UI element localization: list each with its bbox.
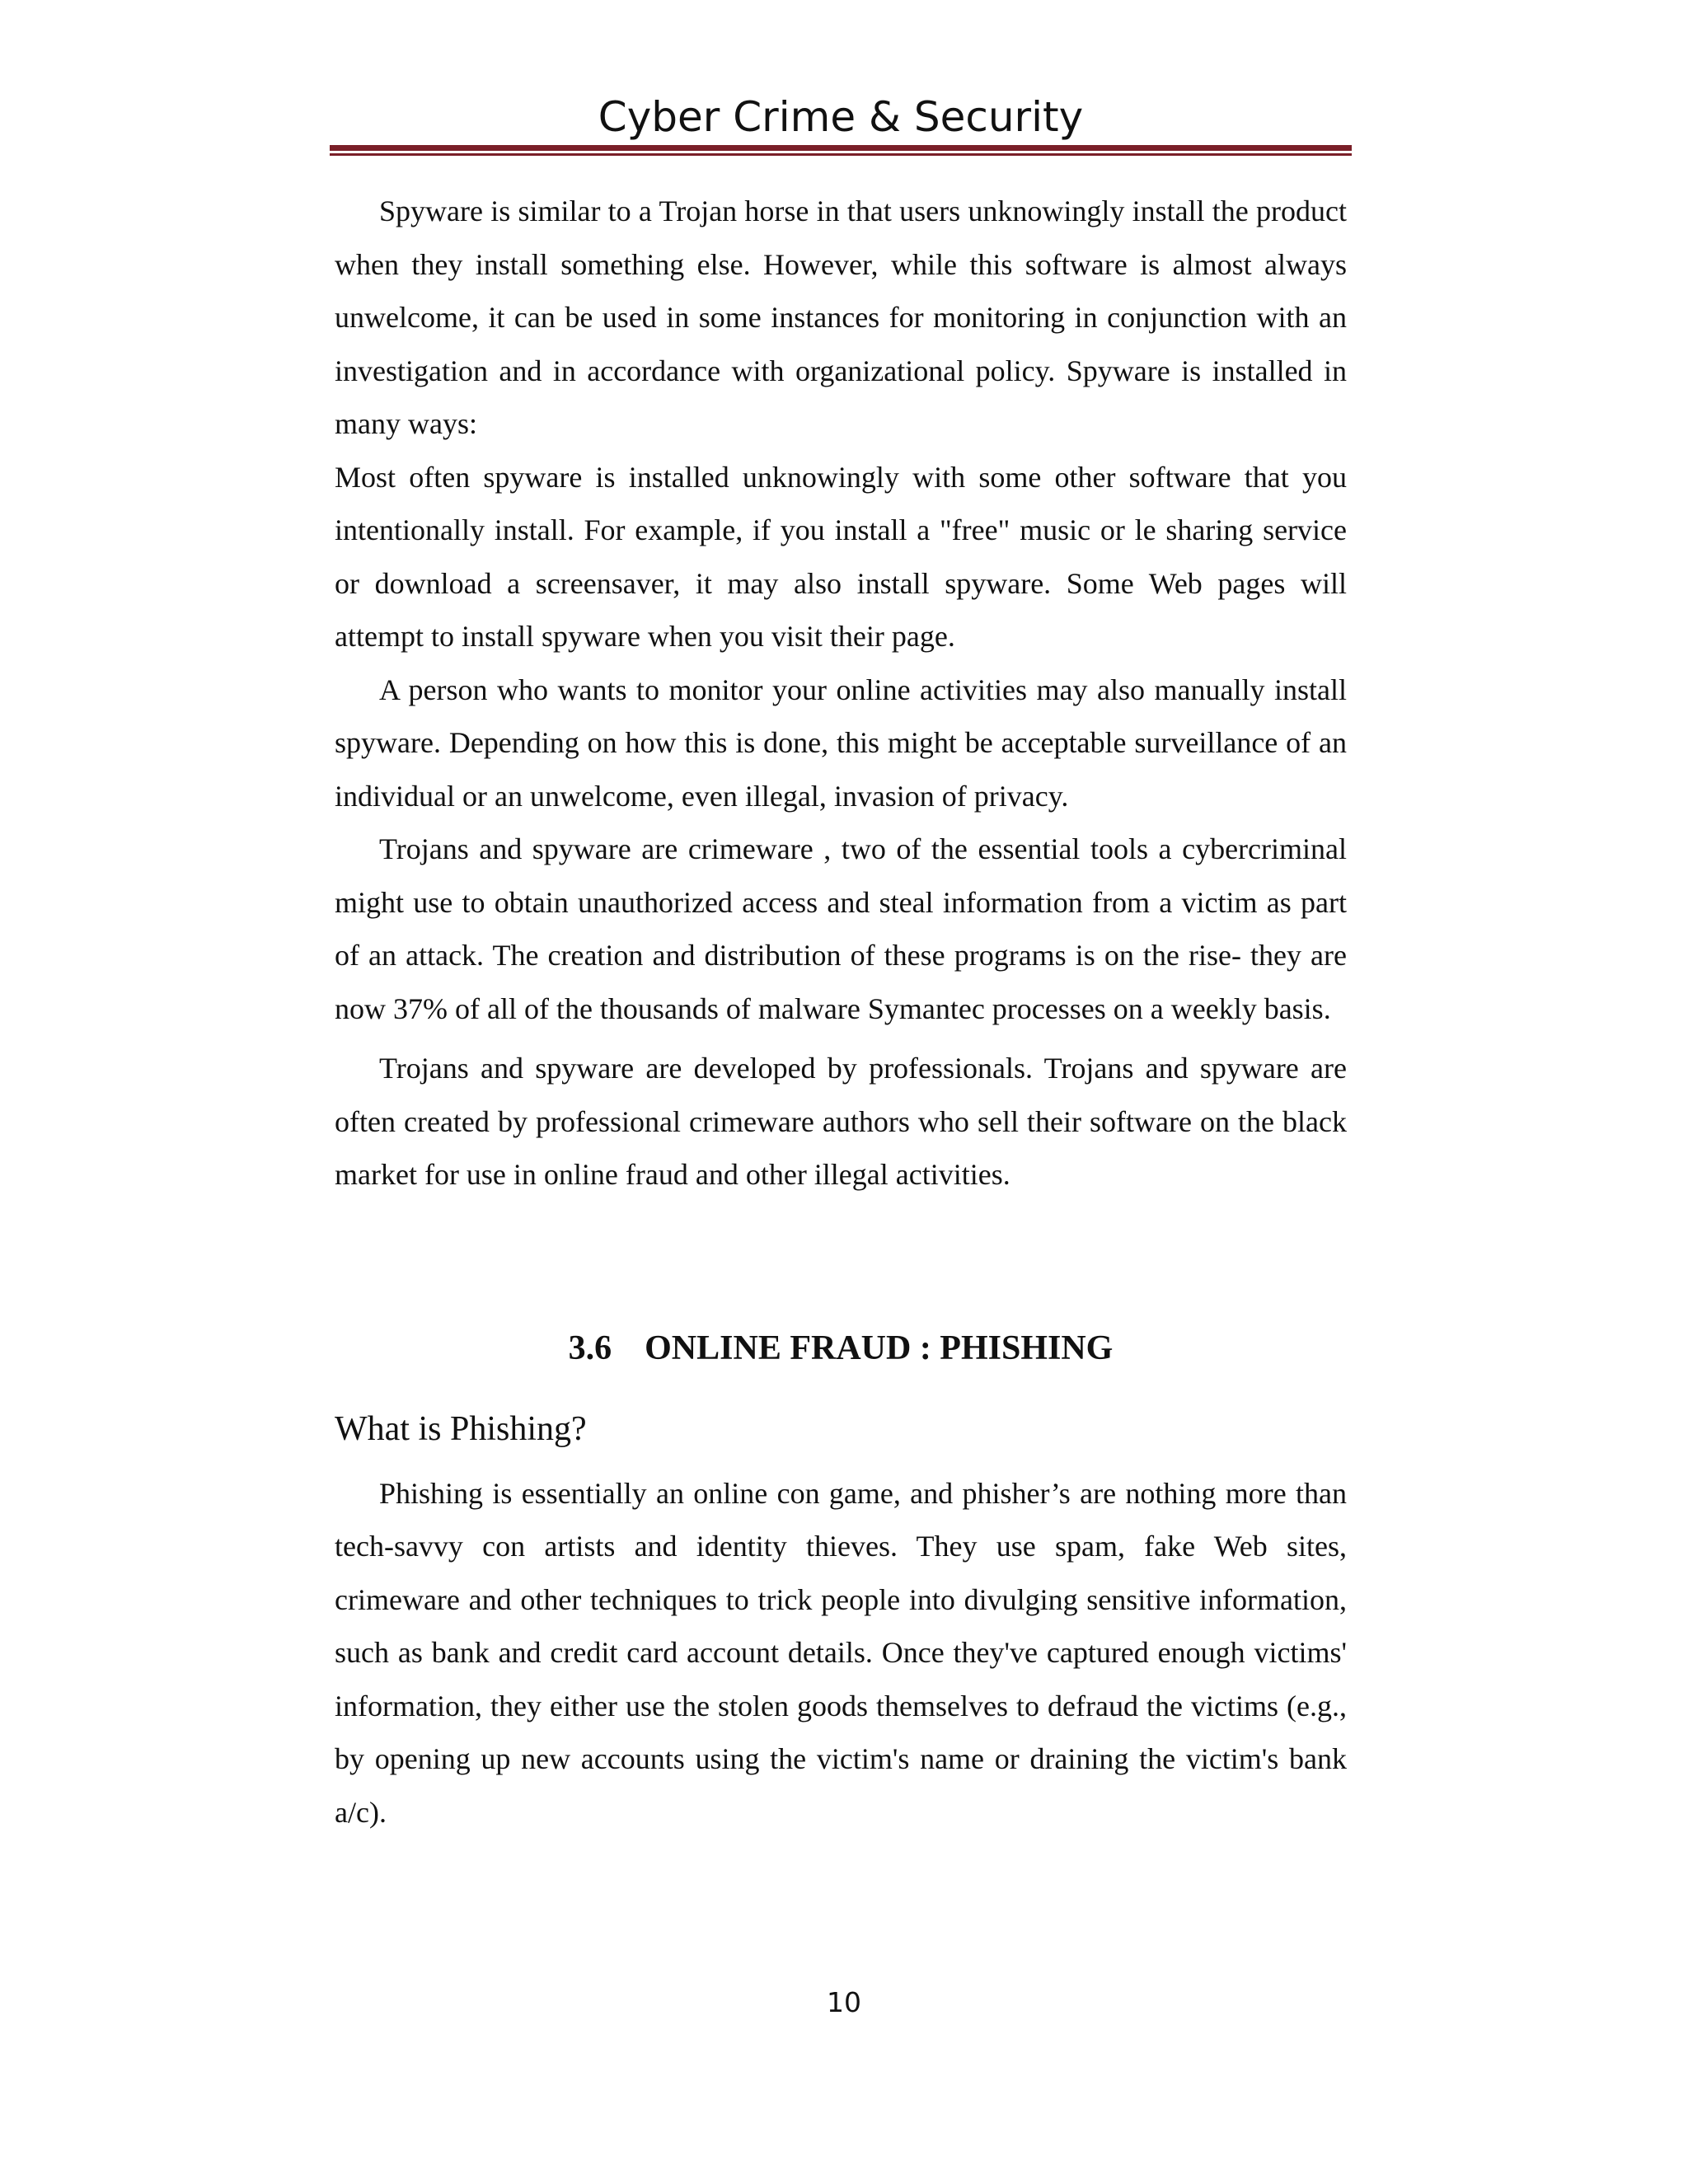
section-number: 3.6 [568,1329,612,1367]
paragraph-spyware-intro: Spyware is similar to a Trojan horse in that users unknowingly install the product when they install something else. However, while this software is almost always unwelcome, it can be used in some instances for monitoring in conjunction with an investigation and in accordance with organizational policy. Spyware is installed in many ways: [335,194,1347,440]
header-rule-thin [330,153,1352,156]
paragraph-manual-install: A person who wants to monitor your online activities may also manually install spyware. Depending on how this is done, this might be acceptable surveillance of an individual or an unwelcome, even illegal, invasion of privacy. [335,673,1347,813]
section-title: ONLINE FRAUD : PHISHING [645,1329,1114,1367]
running-header: Cyber Crime & Security [598,93,1084,141]
body-content [335,185,1347,1839]
header-rule-thick [330,145,1352,151]
paragraph-professionals: Trojans and spyware are developed by professionals. Trojans and spyware are often created by professional crimeware authors who sell their software on the black market for use in online fraud and other illegal activities. [335,1052,1347,1191]
paragraph-crimeware: Trojans and spyware are crimeware , two of the essential tools a cybercriminal might use to obtain unauthorized access and steal information from a victim as part of an attack. The creation and distribution of these programs is on the rise- they are now 37% of all of the thousands of malware Symantec processes on a weekly basis. [335,832,1347,1025]
paragraph-phishing: Phishing is essentially an online con game, and phisher’s are nothing more than tech-savvy con artists and identity thieves. They use spam, fake Web sites, crimeware and other techniques to trick people into divulging sensitive information, such as bank and credit card account details. Once they've captured enough victims' information, they either use the stolen goods themselves to defraud the victims (e.g., by opening up new accounts using the victim's name or draining the victim's bank a/c). [335,1476,1347,1829]
paragraph-spyware-install: Most often spyware is installed unknowingly with some other software that you intentionally install. For example, if you install a "free" music or le sharing service or download a screensaver, it may also install spyware. Some Web pages will attempt to install spyware when you visit their page. [335,460,1347,653]
subheading-what-is-phishing: What is Phishing? [335,1409,587,1448]
page-number: 10 [827,1986,861,2018]
section-heading [335,1324,1347,1373]
